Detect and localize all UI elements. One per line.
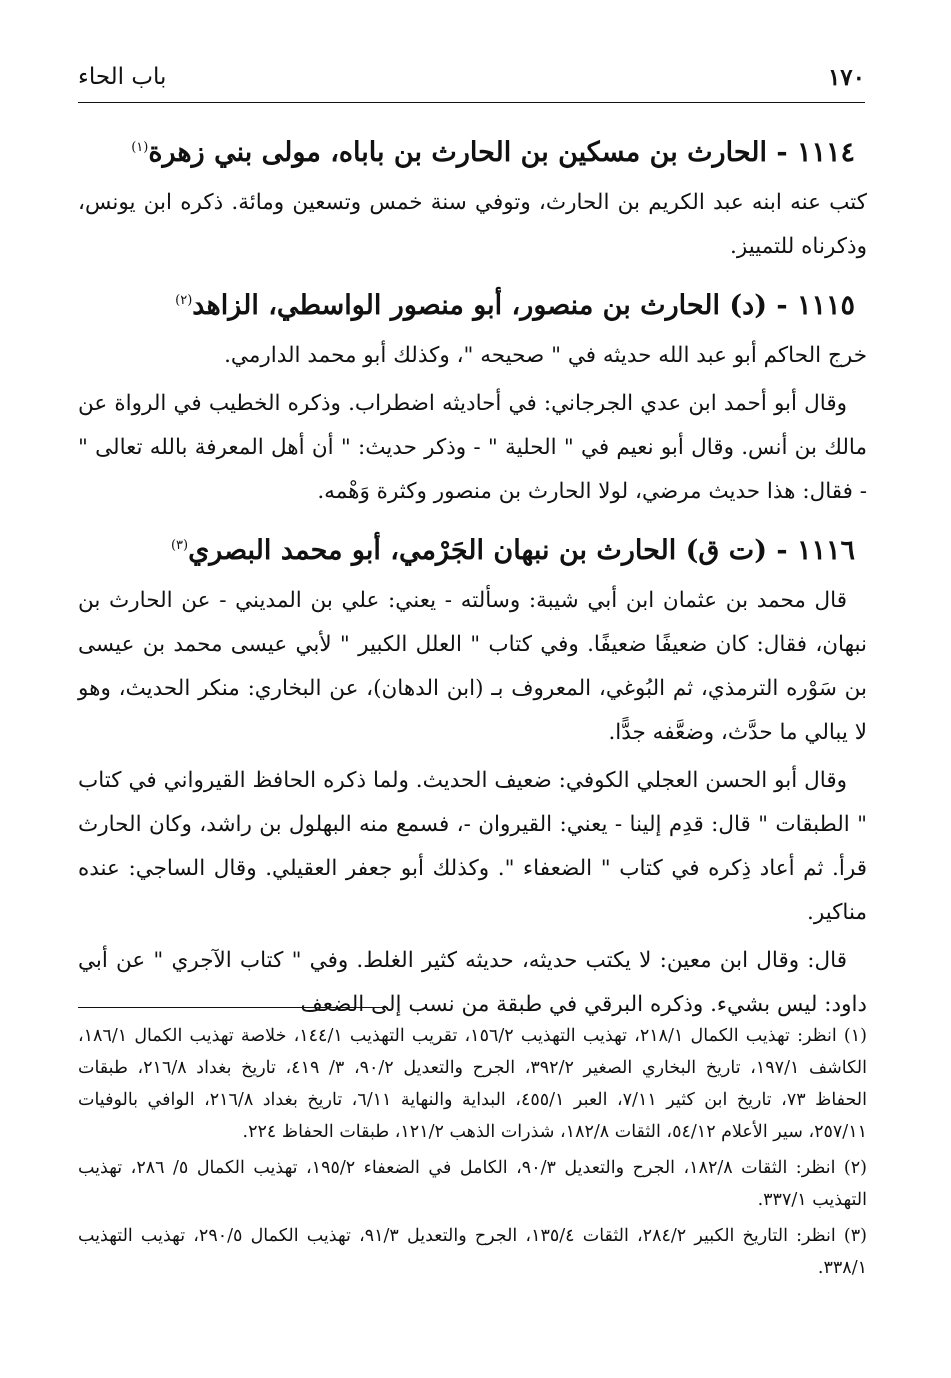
biography-entry (78, 120, 867, 269)
footnote-reference: (١) (131, 140, 149, 155)
paragraph: قال محمد بن عثمان ابن أبي شيبة: وسألته - يعني: علي بن المديني - عن الحارث بن نبهان، فقال: كان ضعيفًا ضعيفًا. وفي كتاب " العلل الكبير " لأبي عيسى محمد بن عيسى بن سَوْره الترمذي، ثم البُوغي، المعروف بـ (ابن الدهان)، عن البخاري: منكر الحديث، وهو لا يبالي ما حدَّث، وضعَّفه جدًّا. (78, 588, 867, 745)
entry-heading (78, 518, 855, 579)
footnote-reference: (٢) (175, 293, 193, 308)
entry-title: ١١١٥ - (د) الحارث بن منصور، أبو منصور الواسطي، الزاهد (192, 290, 855, 321)
footnotes (78, 1020, 867, 1288)
page-number: ١٧٠ (827, 64, 865, 91)
footnote-reference: (٣) (170, 538, 189, 553)
entry-title: ١١١٦ - (ت ق) الحارث بن نبهان الجَرْمي، أبو محمد البصري (188, 535, 855, 566)
paragraph: قال: وقال ابن معين: لا يكتب حديثه، حديثه كثير الغلط. وفي " كتاب الآجري " عن أبي داود: ليس بشيء. وذكره البرقي في طبقة من نسب إلى الضعف (78, 948, 867, 1017)
chapter-title: باب الحاء (78, 64, 167, 90)
paragraph: كتب عنه ابنه عبد الكريم بن الحارث، وتوفي سنة خمس وتسعين ومائة. ذكره ابن يونس، وذكرناه للتمييز. (78, 190, 867, 259)
paragraph: وقال أبو أحمد ابن عدي الجرجاني: في أحاديثه اضطراب. وذكره الخطيب في الرواة عن مالك بن أنس. وقال أبو نعيم في " الحلية " - وذكر حديث: " أن أهل المعرفة بالله تعالى " - فقال: هذا حديث مرضي، لولا الحارث بن منصور وكثرة وَهْمه. (78, 391, 867, 504)
footnote: (٣) انظر: التاريخ الكبير ٢٨٤/٢، الثقات ١٣٥/٤، الجرح والتعديل ٩١/٣، تهذيب الكمال ٢٩٠/٥، تهذيب التهذيب ٣٣٨/١. (78, 1226, 867, 1278)
footnote: (٢) انظر: الثقات ١٨٢/٨، الجرح والتعديل ٩٠/٣، الكامل في الضعفاء ١٩٥/٢، تهذيب الكمال ٥/ ٢٨٦، تهذيب التهذيب ٣٣٧/١. (78, 1158, 867, 1210)
page-header (78, 64, 865, 103)
main-text (78, 120, 867, 1031)
footnote: (١) انظر: تهذيب الكمال ٢١٨/١، تهذيب التهذيب ١٥٦/٢، تقريب التهذيب ١٤٤/١، خلاصة تهذيب الكمال ١٨٦/١، الكاشف ١٩٧/١، تاريخ البخاري الصغير ٣٩٢/٢، الجرح والتعديل ٩٠/٢، ٣/ ٤١٩، تاريخ بغداد ٢١٦/٨، طبقات الحفاظ ٧٣، تاريخ ابن كثير ٧/١١، العبر ٤٥٥/١، البداية والنهاية ٦/١١، تاريخ بغداد ٢١٦/٨، الوافي بالوفيات ٢٥٧/١١، سير الأعلام ٥٤/١٢، الثقات ١٨٢/٨، شذرات الذهب ١٢١/٢، طبقات الحفاظ ٢٢٤. (78, 1026, 867, 1142)
entry-heading (78, 273, 855, 334)
footnote-divider (78, 1007, 388, 1008)
biography-entry (78, 518, 867, 1027)
entry-title: ١١١٤ - الحارث بن مسكين بن الحارث بن باباه، مولى بني زهرة (148, 137, 855, 168)
entry-heading (78, 120, 855, 181)
paragraph: خرج الحاكم أبو عبد الله حديثه في " صحيحه "، وكذلك أبو محمد الدارمي. (224, 343, 867, 368)
paragraph: وقال أبو الحسن العجلي الكوفي: ضعيف الحديث. ولما ذكره الحافظ القيرواني في كتاب " الطبقات " قال: قدِم إلينا - يعني: القيروان -، فسمع منه البهلول بن راشد، وكان الحارث قرأ. ثم أعاد ذِكره في كتاب " الضعفاء ". وكذلك أبو جعفر العقيلي. وقال الساجي: عنده مناكير. (78, 768, 867, 925)
biography-entry (78, 273, 867, 514)
